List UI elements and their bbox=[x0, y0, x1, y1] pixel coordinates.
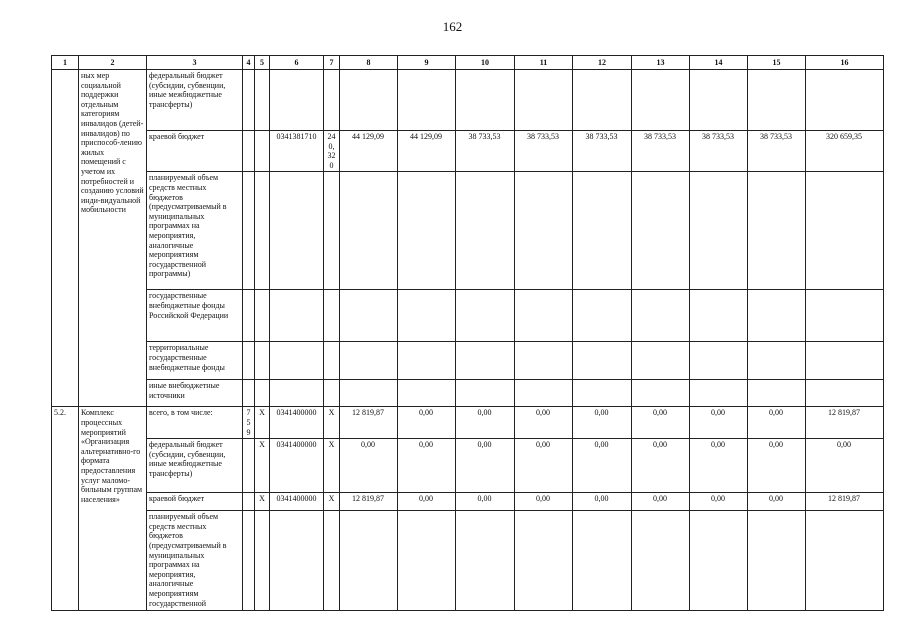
value-cell bbox=[340, 511, 398, 611]
value-cell: 0,00 bbox=[806, 439, 884, 493]
value-cell bbox=[456, 70, 515, 131]
value-cell: 0,00 bbox=[515, 407, 573, 439]
table-row bbox=[52, 380, 884, 407]
code-grbs-cell bbox=[243, 493, 255, 511]
value-cell: 38 733,53 bbox=[456, 131, 515, 172]
code-grbs-cell bbox=[243, 290, 255, 342]
value-cell: 38 733,53 bbox=[573, 131, 632, 172]
value-cell: 44 129,09 bbox=[340, 131, 398, 172]
funding-source-cell: иные внебюджетные источники bbox=[147, 380, 243, 407]
value-cell bbox=[806, 511, 884, 611]
code-vr-cell bbox=[324, 290, 340, 342]
value-cell: 0,00 bbox=[573, 493, 632, 511]
value-cell: 0,00 bbox=[456, 407, 515, 439]
code-rzpr-cell bbox=[255, 290, 270, 342]
funding-source-cell: краевой бюджет bbox=[147, 131, 243, 172]
value-cell bbox=[632, 70, 690, 131]
code-csr-cell bbox=[270, 511, 324, 611]
value-cell bbox=[806, 70, 884, 131]
value-cell bbox=[632, 290, 690, 342]
column-header: 12 bbox=[573, 56, 632, 70]
code-grbs-cell bbox=[243, 342, 255, 380]
value-cell bbox=[690, 70, 748, 131]
code-vr-cell: 240, 320 bbox=[324, 131, 340, 172]
value-cell bbox=[748, 70, 806, 131]
value-cell bbox=[748, 511, 806, 611]
value-cell bbox=[515, 172, 573, 290]
value-cell bbox=[690, 380, 748, 407]
value-cell bbox=[573, 70, 632, 131]
column-header: 8 bbox=[340, 56, 398, 70]
value-cell: 0,00 bbox=[690, 493, 748, 511]
code-rzpr-cell: X bbox=[255, 493, 270, 511]
code-vr-cell: X bbox=[324, 439, 340, 493]
value-cell: 12 819,87 bbox=[806, 493, 884, 511]
value-cell bbox=[806, 380, 884, 407]
code-csr-cell: 0341381710 bbox=[270, 131, 324, 172]
code-vr-cell bbox=[324, 70, 340, 131]
column-header: 10 bbox=[456, 56, 515, 70]
code-csr-cell: 0341400000 bbox=[270, 439, 324, 493]
value-cell: 0,00 bbox=[398, 439, 456, 493]
value-cell bbox=[573, 380, 632, 407]
code-vr-cell bbox=[324, 380, 340, 407]
value-cell: 0,00 bbox=[690, 407, 748, 439]
code-grbs-cell bbox=[243, 70, 255, 131]
value-cell: 0,00 bbox=[632, 439, 690, 493]
header-row bbox=[52, 56, 884, 70]
funding-source-cell: планируемый объем средств местных бюджетов (предусматриваемый в муниципальных программах на мероприятия, аналогичные мероприятиям государственной bbox=[147, 511, 243, 611]
value-cell: 0,00 bbox=[573, 407, 632, 439]
table-row bbox=[52, 511, 884, 611]
value-cell: 12 819,87 bbox=[340, 493, 398, 511]
table-row bbox=[52, 407, 884, 439]
budget-table bbox=[51, 55, 884, 611]
value-cell bbox=[340, 70, 398, 131]
code-rzpr-cell bbox=[255, 380, 270, 407]
code-rzpr-cell: X bbox=[255, 407, 270, 439]
table-row bbox=[52, 131, 884, 172]
page-number: 162 bbox=[442, 19, 463, 34]
value-cell bbox=[398, 290, 456, 342]
value-cell: 0,00 bbox=[748, 493, 806, 511]
value-cell bbox=[748, 342, 806, 380]
value-cell: 0,00 bbox=[456, 493, 515, 511]
code-rzpr-cell bbox=[255, 172, 270, 290]
value-cell bbox=[398, 511, 456, 611]
value-cell bbox=[456, 511, 515, 611]
code-csr-cell bbox=[270, 380, 324, 407]
code-grbs-cell bbox=[243, 131, 255, 172]
value-cell bbox=[456, 342, 515, 380]
code-rzpr-cell bbox=[255, 131, 270, 172]
item-name-cell: ных мер социальной поддержки отдельным категориям инвалидов (детей-инвалидов) по приспособ-лению жилых помещений с учетом их потребностей и созданию условий инди-видуальной мобильности bbox=[79, 70, 147, 407]
value-cell: 0,00 bbox=[515, 439, 573, 493]
funding-source-cell: всего, в том числе: bbox=[147, 407, 243, 439]
value-cell: 12 819,87 bbox=[806, 407, 884, 439]
value-cell bbox=[340, 290, 398, 342]
value-cell bbox=[806, 172, 884, 290]
item-name-cell: Комплекс процессных мероприятий «Организация альтернативно-го формата предоставления услуг маломо-бильным группам населения» bbox=[79, 407, 147, 611]
code-rzpr-cell bbox=[255, 511, 270, 611]
column-header: 11 bbox=[515, 56, 573, 70]
value-cell bbox=[340, 172, 398, 290]
value-cell bbox=[632, 172, 690, 290]
code-rzpr-cell: X bbox=[255, 439, 270, 493]
code-grbs-cell bbox=[243, 172, 255, 290]
column-header: 2 bbox=[79, 56, 147, 70]
value-cell bbox=[456, 290, 515, 342]
table-row bbox=[52, 70, 884, 131]
value-cell bbox=[515, 342, 573, 380]
value-cell bbox=[748, 380, 806, 407]
value-cell bbox=[632, 342, 690, 380]
value-cell: 0,00 bbox=[456, 439, 515, 493]
code-csr-cell bbox=[270, 172, 324, 290]
code-vr-cell bbox=[324, 511, 340, 611]
table-row bbox=[52, 439, 884, 493]
column-header: 16 bbox=[806, 56, 884, 70]
code-grbs-cell bbox=[243, 380, 255, 407]
funding-source-cell: краевой бюджет bbox=[147, 493, 243, 511]
value-cell: 0,00 bbox=[340, 439, 398, 493]
column-header: 7 bbox=[324, 56, 340, 70]
code-vr-cell bbox=[324, 342, 340, 380]
value-cell: 38 733,53 bbox=[748, 131, 806, 172]
code-grbs-cell: 759 bbox=[243, 407, 255, 439]
item-number-cell bbox=[52, 70, 79, 407]
value-cell bbox=[456, 380, 515, 407]
value-cell: 12 819,87 bbox=[340, 407, 398, 439]
value-cell bbox=[806, 290, 884, 342]
column-header: 15 bbox=[748, 56, 806, 70]
code-rzpr-cell bbox=[255, 342, 270, 380]
value-cell bbox=[690, 172, 748, 290]
value-cell: 320 659,35 bbox=[806, 131, 884, 172]
value-cell bbox=[340, 380, 398, 407]
value-cell bbox=[398, 342, 456, 380]
funding-source-cell: государственные внебюджетные фонды Российской Федерации bbox=[147, 290, 243, 342]
funding-source-cell: федеральный бюджет (субсидии, субвенции, иные межбюджетные трансферты) bbox=[147, 70, 243, 131]
code-vr-cell bbox=[324, 172, 340, 290]
value-cell bbox=[632, 380, 690, 407]
value-cell bbox=[632, 511, 690, 611]
value-cell bbox=[515, 380, 573, 407]
item-number-cell: 5.2. bbox=[52, 407, 79, 611]
column-header: 14 bbox=[690, 56, 748, 70]
column-header: 9 bbox=[398, 56, 456, 70]
code-vr-cell: X bbox=[324, 493, 340, 511]
value-cell bbox=[398, 172, 456, 290]
code-csr-cell bbox=[270, 70, 324, 131]
code-csr-cell: 0341400000 bbox=[270, 493, 324, 511]
code-csr-cell bbox=[270, 342, 324, 380]
value-cell bbox=[398, 70, 456, 131]
value-cell: 0,00 bbox=[632, 407, 690, 439]
value-cell: 0,00 bbox=[573, 439, 632, 493]
code-csr-cell bbox=[270, 290, 324, 342]
value-cell bbox=[456, 172, 515, 290]
value-cell bbox=[573, 511, 632, 611]
value-cell bbox=[573, 342, 632, 380]
value-cell bbox=[690, 342, 748, 380]
value-cell: 0,00 bbox=[398, 493, 456, 511]
value-cell bbox=[690, 511, 748, 611]
value-cell: 38 733,53 bbox=[632, 131, 690, 172]
value-cell bbox=[748, 290, 806, 342]
value-cell bbox=[573, 290, 632, 342]
code-csr-cell: 0341400000 bbox=[270, 407, 324, 439]
value-cell: 38 733,53 bbox=[690, 131, 748, 172]
value-cell: 44 129,09 bbox=[398, 131, 456, 172]
code-grbs-cell bbox=[243, 511, 255, 611]
value-cell bbox=[573, 172, 632, 290]
table-row bbox=[52, 172, 884, 290]
value-cell bbox=[398, 380, 456, 407]
column-header: 4 bbox=[243, 56, 255, 70]
code-grbs-cell bbox=[243, 439, 255, 493]
value-cell bbox=[690, 290, 748, 342]
value-cell: 0,00 bbox=[690, 439, 748, 493]
value-cell: 0,00 bbox=[632, 493, 690, 511]
funding-source-cell: территориальные государственные внебюджетные фонды bbox=[147, 342, 243, 380]
value-cell bbox=[748, 172, 806, 290]
table-row bbox=[52, 342, 884, 380]
code-vr-cell: X bbox=[324, 407, 340, 439]
code-rzpr-cell bbox=[255, 70, 270, 131]
value-cell bbox=[340, 342, 398, 380]
value-cell bbox=[806, 342, 884, 380]
column-header: 1 bbox=[52, 56, 79, 70]
value-cell bbox=[515, 290, 573, 342]
funding-source-cell: планируемый объем средств местных бюджетов (предусматриваемый в муниципальных программах на мероприятия, аналогичные мероприятиям государственной программы) bbox=[147, 172, 243, 290]
value-cell bbox=[515, 511, 573, 611]
value-cell: 0,00 bbox=[748, 407, 806, 439]
funding-source-cell: федеральный бюджет (субсидии, субвенции, иные межбюджетные трансферты) bbox=[147, 439, 243, 493]
value-cell bbox=[515, 70, 573, 131]
column-header: 13 bbox=[632, 56, 690, 70]
table-row bbox=[52, 290, 884, 342]
column-header: 5 bbox=[255, 56, 270, 70]
column-header: 6 bbox=[270, 56, 324, 70]
value-cell: 0,00 bbox=[398, 407, 456, 439]
value-cell: 0,00 bbox=[515, 493, 573, 511]
value-cell: 38 733,53 bbox=[515, 131, 573, 172]
value-cell: 0,00 bbox=[748, 439, 806, 493]
column-header: 3 bbox=[147, 56, 243, 70]
table-row bbox=[52, 493, 884, 511]
